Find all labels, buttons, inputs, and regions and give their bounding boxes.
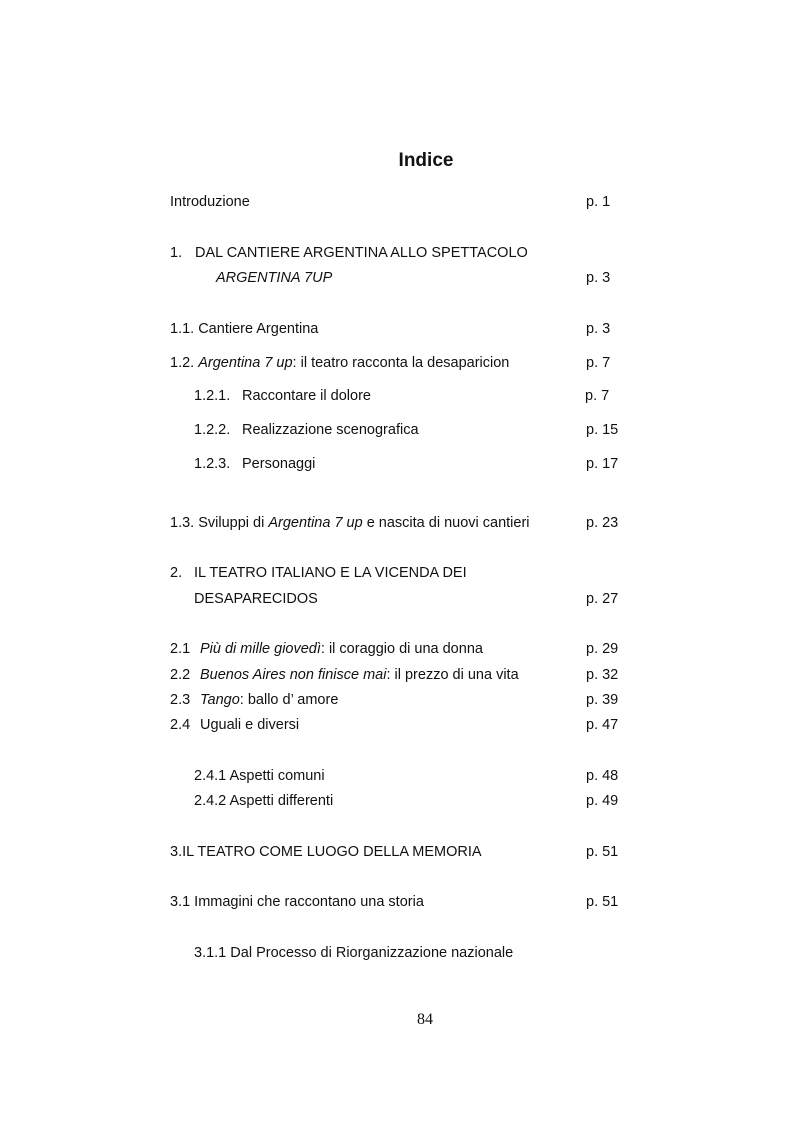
toc-entry-text: 1.3. Sviluppi di bbox=[170, 515, 269, 531]
toc-entry-text: : il teatro racconta la desaparicion bbox=[292, 355, 510, 371]
toc-page-number: p. 23 bbox=[586, 515, 619, 531]
toc-entry-italic-title: Più di mille giovedì bbox=[200, 641, 321, 657]
toc-entry-introduzione bbox=[170, 193, 250, 211]
toc-page-number: p. 32 bbox=[586, 667, 619, 683]
toc-entry-number: 1.2. bbox=[170, 355, 199, 371]
toc-entry-text: : il prezzo di una vita bbox=[386, 667, 519, 683]
page-number-footer: 84 bbox=[417, 1011, 433, 1028]
toc-page-number: p. 27 bbox=[586, 591, 619, 607]
toc-entry-text: 2.4.2 Aspetti differenti bbox=[194, 793, 334, 809]
toc-entry-text: Introduzione bbox=[170, 194, 250, 210]
toc-entry-2-4-1 bbox=[194, 767, 325, 785]
toc-entry-text: IL TEATRO ITALIANO E LA VICENDA DEI bbox=[194, 565, 467, 581]
toc-entry-number: 2.2 bbox=[170, 667, 191, 683]
toc-chapter-2-line2: DESAPARECIDOS bbox=[194, 591, 318, 607]
toc-entry-italic-title: Argentina 7 up bbox=[198, 355, 293, 371]
toc-page-number: p. 48 bbox=[586, 768, 619, 784]
toc-entry-number: 2.1 bbox=[170, 641, 191, 657]
toc-entry-number: 2.4 bbox=[170, 717, 191, 733]
toc-page-number: p. 15 bbox=[586, 422, 619, 438]
page-title: Indice bbox=[398, 150, 454, 171]
toc-entry-number: 1.2.1. bbox=[194, 388, 231, 404]
toc-page-number: p. 7 bbox=[585, 388, 610, 404]
toc-entry-text: DAL CANTIERE ARGENTINA ALLO SPETTACOLO bbox=[195, 245, 528, 261]
toc-entry-number: 2.3 bbox=[170, 692, 191, 708]
toc-entry-2-2 bbox=[170, 666, 519, 684]
toc-entry-text: 1.1. Cantiere Argentina bbox=[170, 321, 319, 337]
toc-entry-text: 3.1 Immagini che raccontano una storia bbox=[170, 894, 424, 910]
toc-entry-text: Uguali e diversi bbox=[200, 717, 300, 733]
toc-chapter-2 bbox=[170, 564, 467, 582]
toc-page-number: p. 7 bbox=[586, 355, 611, 371]
toc-entry-italic-title: Argentina 7 up bbox=[268, 515, 363, 531]
toc-entry-italic-title: Buenos Aires non finisce mai bbox=[200, 667, 387, 683]
toc-entry-text: Realizzazione scenografica bbox=[242, 422, 419, 438]
toc-entry-text: Raccontare il dolore bbox=[242, 388, 371, 404]
toc-page-number: p. 51 bbox=[586, 894, 619, 910]
toc-entry-2-4 bbox=[170, 716, 299, 734]
toc-entry-1-3 bbox=[170, 514, 530, 532]
toc-entry-number: 1.2.3. bbox=[194, 456, 231, 472]
toc-entry-text: : ballo d’ amore bbox=[239, 692, 339, 708]
toc-entry-2-3 bbox=[170, 691, 338, 709]
toc-entry-text: 3.1.1 Dal Processo di Riorganizzazione nazionale bbox=[194, 945, 514, 961]
toc-page-number: p. 1 bbox=[586, 194, 611, 210]
toc-page-number: p. 39 bbox=[586, 692, 619, 708]
toc-entry-text: 3.IL TEATRO COME LUOGO DELLA MEMORIA bbox=[170, 844, 482, 860]
toc-page-number: p. 3 bbox=[586, 270, 611, 286]
toc-entry-number: 1.2.2. bbox=[194, 422, 231, 438]
toc-entry-text: e nascita di nuovi cantieri bbox=[362, 515, 530, 531]
toc-entry-text: : il coraggio di una donna bbox=[320, 641, 483, 657]
toc-entry-2-1 bbox=[170, 640, 483, 658]
toc-page-number: p. 3 bbox=[586, 321, 611, 337]
toc-entry-3-1 bbox=[170, 893, 424, 911]
toc-page-number: p. 29 bbox=[586, 641, 619, 657]
toc-page-number: p. 49 bbox=[586, 793, 619, 809]
toc-entry-1-2-1 bbox=[194, 387, 371, 405]
toc-entry-1-2-2 bbox=[194, 421, 419, 439]
toc-entry-1-2-3 bbox=[194, 455, 315, 473]
toc-entry-number: 2. bbox=[170, 565, 183, 581]
toc-entry-2-4-2 bbox=[194, 792, 333, 810]
toc-entry-text: Personaggi bbox=[242, 456, 316, 472]
toc-entry-1-2 bbox=[170, 354, 509, 372]
toc-chapter-1-line2: ARGENTINA 7UP bbox=[216, 270, 333, 286]
toc-page-number: p. 51 bbox=[586, 844, 619, 860]
toc-page-number: p. 17 bbox=[586, 456, 619, 472]
toc-entry-text: 2.4.1 Aspetti comuni bbox=[194, 768, 325, 784]
toc-entry-3-1-1 bbox=[194, 944, 513, 962]
toc-entry-italic-title: Tango bbox=[200, 692, 240, 708]
toc-chapter-3 bbox=[170, 843, 482, 861]
toc-entry-number: 1. bbox=[170, 245, 183, 261]
toc-entry-1-1 bbox=[170, 320, 318, 338]
toc-chapter-1 bbox=[170, 244, 528, 262]
toc-page-number: p. 47 bbox=[586, 717, 619, 733]
